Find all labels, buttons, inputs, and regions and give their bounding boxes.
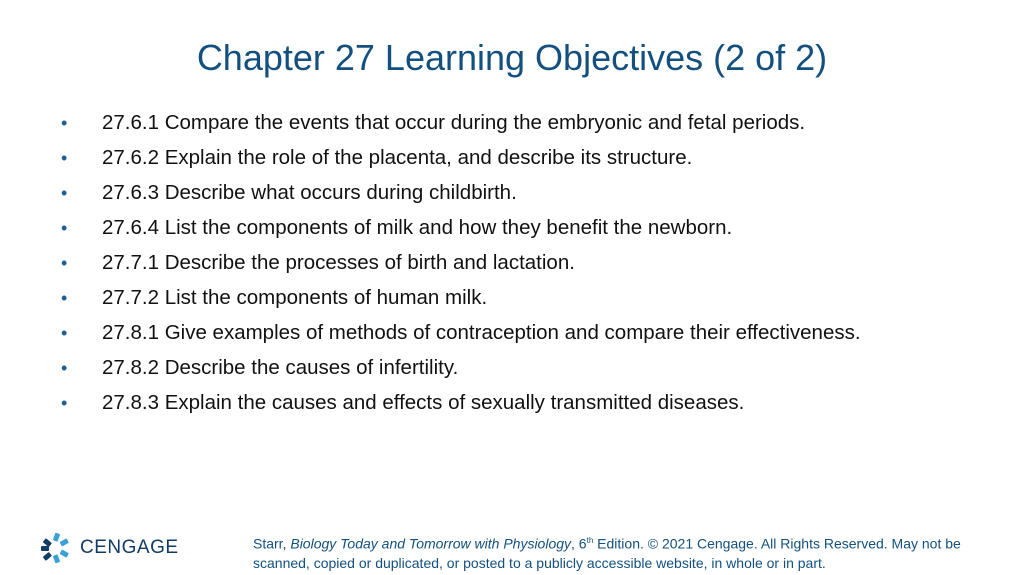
objective-text: 27.6.4 List the components of milk and how they benefit the newborn.	[102, 216, 733, 239]
bullet-icon: •	[61, 113, 68, 133]
objective-text: 27.8.3 Explain the causes and effects of sexually transmitted diseases.	[102, 391, 745, 414]
bullet-icon: •	[61, 148, 68, 168]
copyright-notice	[253, 531, 1003, 573]
copyright-rest: Edition. © 2021 Cengage. All Rights Reserved. May not be scanned, copied or duplicated, or posted to a publicly accessible website, in whole or in part.	[253, 535, 961, 571]
objective-text: 27.7.1 Describe the processes of birth and lactation.	[102, 251, 575, 274]
objective-item	[58, 215, 958, 241]
objective-item	[58, 110, 958, 136]
objective-item	[58, 250, 958, 276]
objective-text: 27.8.2 Describe the causes of infertility.	[102, 356, 459, 379]
objective-text: 27.6.1 Compare the events that occur during the embryonic and fetal periods.	[102, 111, 806, 134]
objective-text: 27.7.2 List the components of human milk.	[102, 286, 488, 309]
bullet-icon: •	[61, 323, 68, 343]
copyright-book-title: Biology Today and Tomorrow with Physiology	[290, 535, 572, 552]
cengage-mark-icon	[40, 532, 72, 564]
objective-item	[58, 355, 958, 381]
copyright-edition: , 6	[571, 535, 587, 552]
objective-item	[58, 145, 958, 171]
bullet-icon: •	[61, 393, 68, 413]
logo-text: CENGAGE	[80, 537, 179, 558]
bullet-icon: •	[61, 218, 68, 238]
copyright-edition-suffix: th	[586, 536, 594, 545]
objective-item	[58, 320, 958, 346]
bullet-icon: •	[61, 358, 68, 378]
objective-item	[58, 180, 958, 206]
objective-text: 27.6.3 Describe what occurs during childbirth.	[102, 181, 517, 204]
copyright-author: Starr,	[253, 535, 291, 552]
objective-item	[58, 285, 958, 311]
objective-text: 27.6.2 Explain the role of the placenta, and describe its structure.	[102, 146, 693, 169]
bullet-icon: •	[61, 183, 68, 203]
slide-title: Chapter 27 Learning Objectives (2 of 2)	[196, 37, 828, 78]
objective-item	[58, 390, 958, 416]
objective-text: 27.8.1 Give examples of methods of contraception and compare their effectiveness.	[102, 321, 861, 344]
bullet-icon: •	[61, 253, 68, 273]
objectives-list	[58, 110, 958, 425]
bullet-icon: •	[61, 288, 68, 308]
cengage-logo	[40, 531, 179, 565]
